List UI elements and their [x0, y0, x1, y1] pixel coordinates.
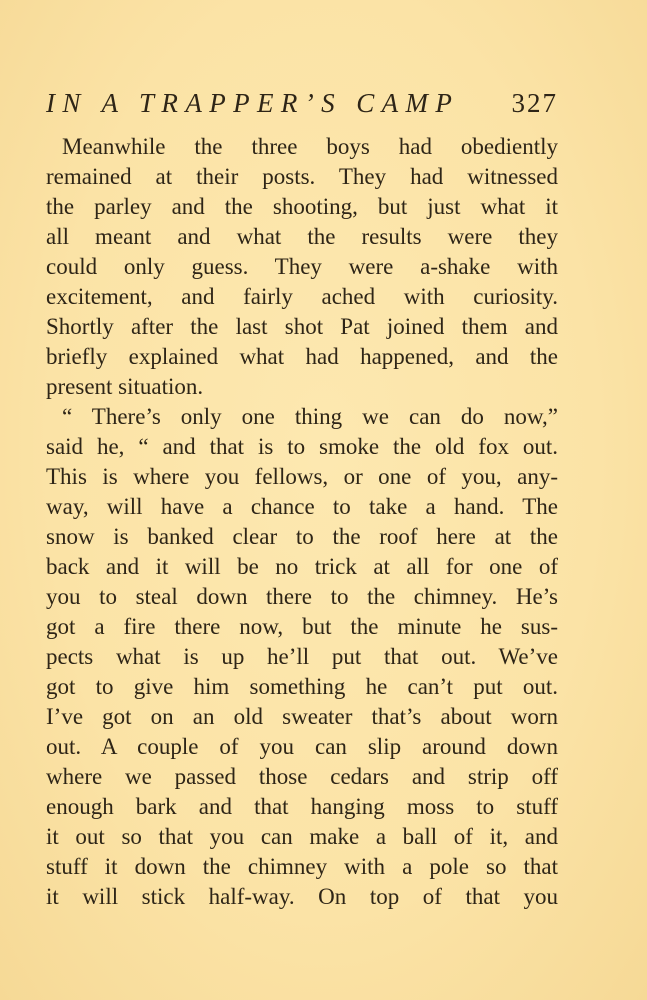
text-line: got to give him something he can’t put out. [46, 674, 558, 699]
text-line: you to steal down there to the chimney. He’s [46, 584, 558, 609]
text-line: all meant and what the results were they [46, 224, 558, 249]
text-line: enough bark and that hanging moss to stuff [46, 794, 558, 819]
text-line: remained at their posts. They had witnessed [46, 164, 558, 189]
text-line: “ There’s only one thing we can do now,” [62, 404, 558, 429]
text-line: present situation. [46, 374, 204, 399]
text-line: got a fire there now, but the minute he sus- [46, 614, 558, 639]
text-line: excitement, and fairly ached with curiosity. [46, 284, 558, 309]
text-line: briefly explained what had happened, and the [46, 344, 558, 369]
text-line: way, will have a chance to take a hand. The [46, 494, 558, 519]
text-line: Shortly after the last shot Pat joined them and [46, 314, 558, 339]
page-number: 327 [511, 88, 558, 118]
text-line: where we passed those cedars and strip off [46, 764, 558, 789]
text-line: snow is banked clear to the roof here at the [46, 524, 558, 549]
text-line: pects what is up he’ll put that out. We’ve [46, 644, 558, 669]
text-line: could only guess. They were a-shake with [46, 254, 558, 279]
text-line: back and it will be no trick at all for one of [46, 554, 558, 579]
body-text [46, 132, 558, 912]
text-line: I’ve got on an old sweater that’s about worn [46, 704, 558, 729]
text-line: said he, “ and that is to smoke the old fox out. [46, 434, 558, 459]
text-line: Meanwhile the three boys had obediently [62, 134, 558, 159]
text-line: This is where you fellows, or one of you, any- [46, 464, 558, 489]
running-title: IN A TRAPPER’S CAMP [46, 88, 460, 118]
text-line: out. A couple of you can slip around down [46, 734, 558, 759]
text-line: it will stick half-way. On top of that you [46, 884, 558, 909]
text-line: the parley and the shooting, but just what it [46, 194, 558, 219]
running-head [46, 86, 558, 120]
text-line: stuff it down the chimney with a pole so that [46, 854, 558, 879]
text-line: it out so that you can make a ball of it, and [46, 824, 558, 849]
